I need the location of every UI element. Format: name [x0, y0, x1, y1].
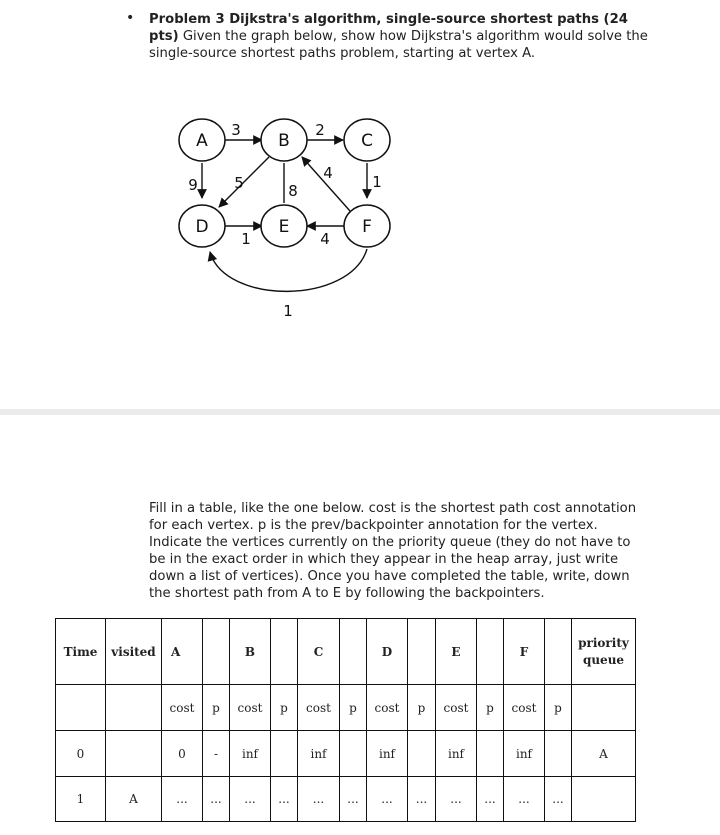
cell-e-p [477, 731, 504, 777]
cell-f-cost: inf [504, 731, 545, 777]
node-f-label: F [362, 217, 372, 237]
section-divider [0, 409, 720, 415]
cell-priority-queue [572, 777, 636, 822]
table-row [56, 777, 636, 822]
edge-f-d [210, 249, 367, 291]
weight-f-d: 1 [283, 302, 293, 320]
subheader-cost: cost [367, 685, 408, 731]
subheader-p: p [340, 685, 367, 731]
subheader-p: p [203, 685, 230, 731]
subheader-cost: cost [162, 685, 203, 731]
weight-b-d: 5 [234, 174, 244, 192]
row-time: 0 [56, 731, 106, 777]
subheader-p: p [408, 685, 436, 731]
cell-c-cost: inf [298, 731, 340, 777]
header-priority-queue: priority queue [572, 619, 636, 685]
node-d-label: D [195, 217, 209, 237]
cell-e-cost: inf [436, 731, 477, 777]
node-b-label: B [278, 131, 290, 151]
subheader-p: p [271, 685, 298, 731]
node-a-label: A [196, 131, 208, 151]
weight-d-e: 1 [241, 230, 251, 248]
header-d: D [367, 619, 408, 685]
graph-figure [0, 0, 720, 410]
instructions-paragraph: Fill in a table, like the one below. cost is the shortest path cost annotation for each vertex. p is the prev/backpointer annotation for the vertex. Indicate the vertices currently on the priority queue (they do not have to be in the exact order in which they appear in the heap array, just write down a list of vertices). Once you have completed the table, write, down the shortest path from A to E by following the backpointers. [149, 501, 637, 601]
subheader-p: p [545, 685, 572, 731]
header-visited: visited [106, 619, 162, 685]
bullet: • [126, 10, 135, 26]
cell-a-p: ... [203, 777, 230, 822]
cell-f-p [545, 731, 572, 777]
cell-f-p: ... [545, 777, 572, 822]
node-c-label: C [361, 131, 373, 151]
cell-d-cost: ... [367, 777, 408, 822]
table-header-row [56, 619, 636, 685]
cell-f-cost: ... [504, 777, 545, 822]
cell-a-cost: 0 [162, 731, 203, 777]
weight-b-e: 8 [288, 182, 298, 200]
table-subheader-row [56, 685, 636, 731]
dijkstra-table [55, 618, 636, 822]
cell-b-p: ... [271, 777, 298, 822]
row-visited [106, 731, 162, 777]
cell-b-p [271, 731, 298, 777]
edge-b-d [219, 157, 269, 207]
problem-text: Given the graph below, show how Dijkstra's algorithm would solve the single-source shortest paths problem, starting at vertex A. [149, 29, 648, 61]
row-visited: A [106, 777, 162, 822]
cell-e-p: ... [477, 777, 504, 822]
problem-heading: Problem 3 Dijkstra's algorithm, single-source shortest paths (24 pts) [149, 12, 628, 44]
cell-a-p: - [203, 731, 230, 777]
cell-d-p [408, 731, 436, 777]
cell-d-p: ... [408, 777, 436, 822]
subheader-cost: cost [298, 685, 340, 731]
node-e-label: E [278, 217, 290, 237]
header-c: C [298, 619, 340, 685]
cell-b-cost: inf [230, 731, 271, 777]
weight-f-e: 4 [320, 230, 330, 248]
subheader-cost: cost [230, 685, 271, 731]
weight-a-d: 9 [188, 176, 198, 194]
cell-b-cost: ... [230, 777, 271, 822]
subheader-cost: cost [436, 685, 477, 731]
header-f: F [504, 619, 545, 685]
weight-a-b: 3 [231, 121, 241, 139]
cell-e-cost: ... [436, 777, 477, 822]
weight-f-b: 4 [323, 164, 333, 182]
header-time: Time [56, 619, 106, 685]
subheader-cost: cost [504, 685, 545, 731]
cell-c-p [340, 731, 367, 777]
weight-c-f: 1 [372, 173, 382, 191]
row-time: 1 [56, 777, 106, 822]
header-a: A [162, 619, 203, 685]
cell-c-cost: ... [298, 777, 340, 822]
subheader-p: p [477, 685, 504, 731]
cell-c-p: ... [340, 777, 367, 822]
header-e: E [436, 619, 477, 685]
header-b: B [230, 619, 271, 685]
cell-d-cost: inf [367, 731, 408, 777]
weight-b-c: 2 [315, 121, 325, 139]
table-row [56, 731, 636, 777]
cell-a-cost: ... [162, 777, 203, 822]
cell-priority-queue: A [572, 731, 636, 777]
